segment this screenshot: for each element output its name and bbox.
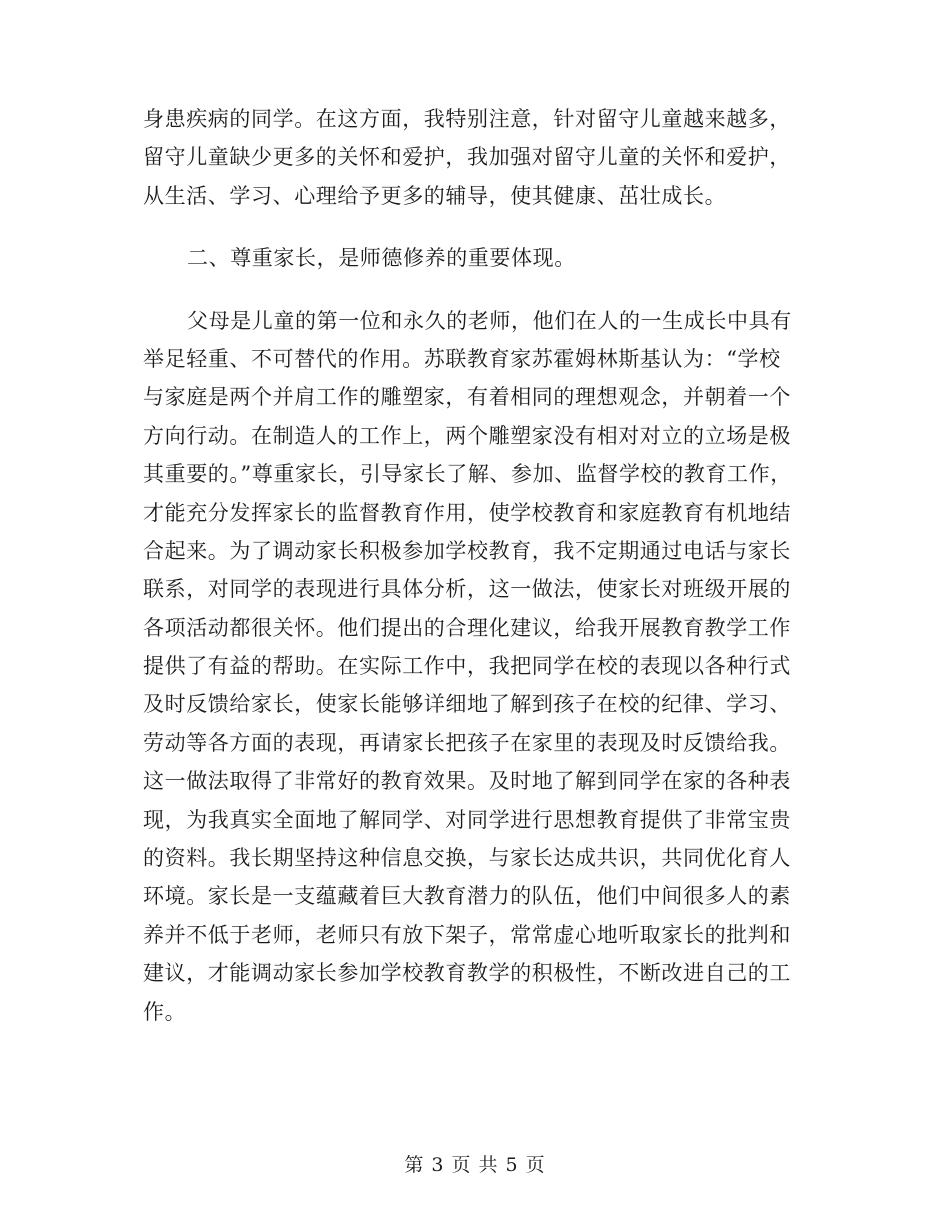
text-line: 其重要的。”尊重家长，引导家长了解、参加、监督学校的教育工作， xyxy=(143,462,792,487)
section-heading: 二、尊重家长，是师德修养的重要体现。 xyxy=(187,246,576,271)
paragraph-spacer xyxy=(143,278,813,302)
text-line: 联系，对同学的表现进行具体分析，这一做法，使家长对班级开展的 xyxy=(143,577,791,602)
text-line: 举足轻重、不可替代的作用。苏联教育家苏霍姆林斯基认为：“学校 xyxy=(143,346,781,371)
text-line: 养并不低于老师，老师只有放下架子，常常虚心地听取家长的批判和 xyxy=(143,922,791,947)
text-line: 及时反馈给家长，使家长能够详细地了解到孩子在校的纪律、学习、 xyxy=(143,692,791,717)
text-line: 各项活动都很关怀。他们提出的合理化建议，给我开展教育教学工作 xyxy=(143,615,791,640)
text-line: 建议，才能调动家长参加学校教育教学的积极性，不断改进自己的工 xyxy=(143,961,791,986)
text-line: 父母是儿童的第一位和永久的老师，他们在人的一生成长中具有 xyxy=(187,308,792,333)
text-line: 劳动等各方面的表现，再请家长把孩子在家里的表现及时反馈给我。 xyxy=(143,730,791,755)
text-line: 现，为我真实全面地了解同学、对同学进行思想教育提供了非常宝贵 xyxy=(143,807,791,832)
text-line: 方向行动。在制造人的工作上，两个雕塑家没有相对对立的立场是极 xyxy=(143,423,791,448)
paragraph-body xyxy=(143,302,813,1031)
page-number-footer: 第 3 页 共 5 页 xyxy=(404,1154,546,1176)
text-line: 这一做法取得了非常好的教育效果。及时地了解到同学在家的各种表 xyxy=(143,769,791,794)
text-line: 合起来。为了调动家长积极参加学校教育，我不定期通过电话与家长 xyxy=(143,538,791,563)
paragraph-spacer xyxy=(143,215,813,239)
text-line: 作。 xyxy=(143,999,187,1024)
text-line: 从生活、学习、心理给予更多的辅导，使其健康、茁壮成长。 xyxy=(143,183,727,208)
text-line: 留守儿童缺少更多的关怀和爱护，我加强对留守儿童的关怀和爱护， xyxy=(143,145,791,170)
text-line: 身患疾病的同学。在这方面，我特别注意，针对留守儿童越来越多， xyxy=(143,107,791,131)
text-line: 环境。家长是一支蕴藏着巨大教育潜力的队伍，他们中间很多人的素 xyxy=(143,884,791,909)
text-line: 的资料。我长期坚持这种信息交换，与家长达成共识，共同优化育人 xyxy=(143,846,791,871)
document-body xyxy=(143,100,813,1031)
paragraph-continuation xyxy=(143,100,813,215)
text-line: 才能充分发挥家长的监督教育作用，使学校教育和家庭教育有机地结 xyxy=(143,500,791,525)
text-line: 提供了有益的帮助。在实际工作中，我把同学在校的表现以各种行式 xyxy=(143,654,791,679)
text-line: 与家庭是两个并肩工作的雕塑家，有着相同的理想观念，并朝着一个 xyxy=(143,385,791,410)
